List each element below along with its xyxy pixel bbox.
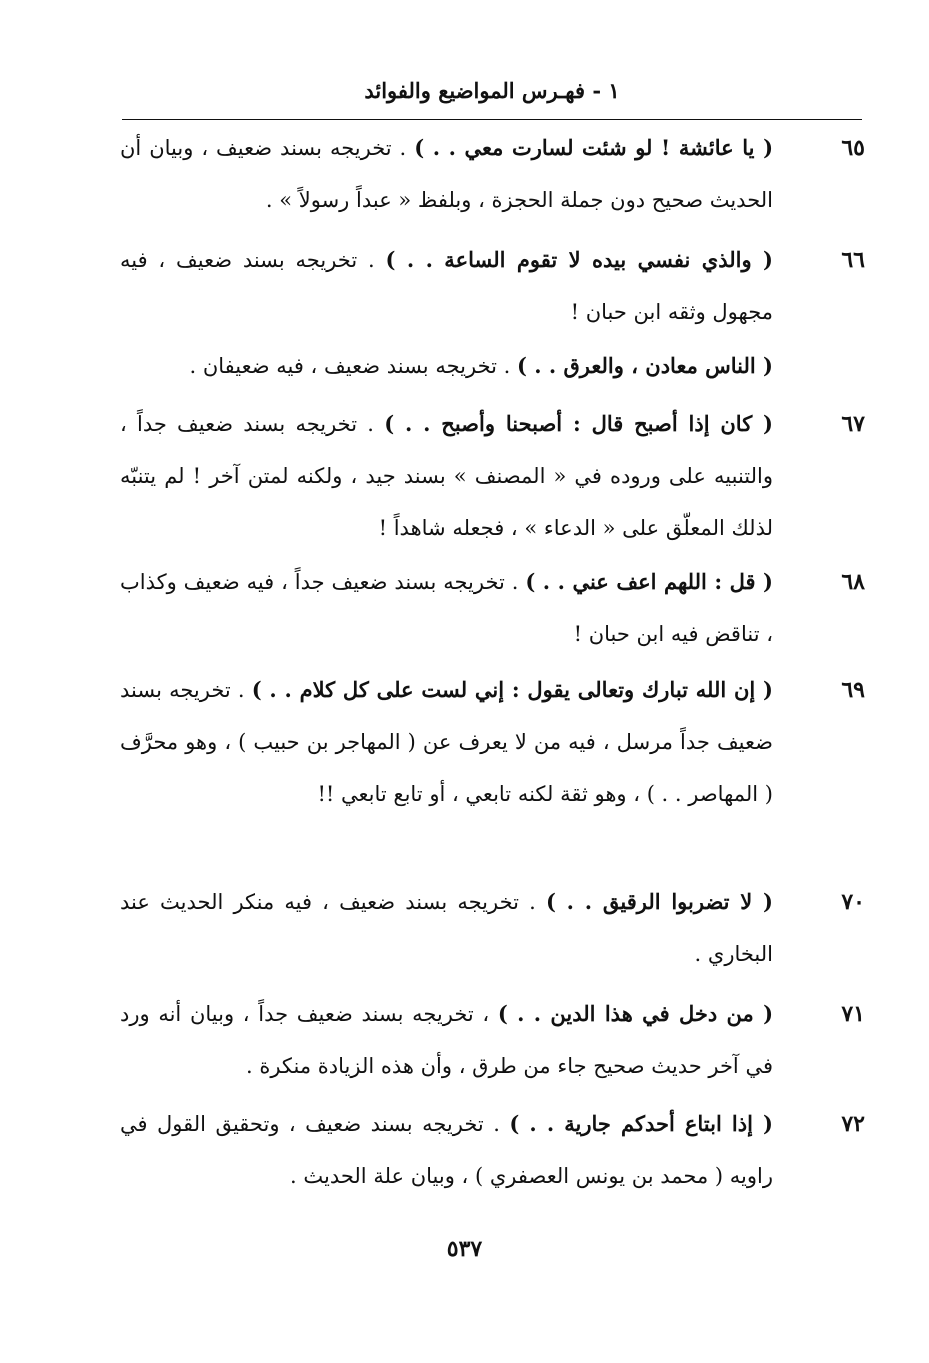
entry-description: . تخريجه بسند ضعيف جداً ، فيه ضعيف وكذاب ، تناقض فيه ابن حبان ! (120, 570, 773, 646)
entry-text (120, 876, 773, 980)
entry-hadith-title: ( يا عائشة ! لو شئت لسارت معي . . ) (414, 135, 773, 160)
entry-text (120, 122, 773, 226)
entry-hadith-title: ( من دخل في هذا الدين . . ) (497, 1001, 774, 1026)
entry-description: . تخريجه بسند ضعيف جداً مرسل ، فيه من لا يعرف عن ( المهاجر بن حبيب ) ، وهو محرَّف ( المهاصر . . ) ، وهو ثقة لكنه تابعي ، أو تابع تابعي !! (120, 678, 773, 806)
entry-hadith-title: ( الناس معادن ، والعرق . . ) (517, 353, 773, 378)
entry-number: ٦٧ (841, 411, 865, 437)
entry-number: ٧٠ (841, 889, 865, 915)
entry-description: . تخريجه بسند ضعيف جداً ، والتنبيه على وروده في « المصنف » بسند جيد ، ولكنه لمتن آخر ! لم يتنبّه لذلك المعلّق على « الدعاء » ، فجعله شاهداً ! (120, 412, 773, 540)
entry-hadith-title: ( لا تضربوا الرقيق . . ) (545, 889, 773, 914)
entry-number: ٦٨ (841, 569, 865, 595)
entry-description: . تخريجه بسند ضعيف ، وتحقيق القول في راويه ( محمد بن يونس العصفري ) ، وبيان علة الحديث . (120, 1112, 773, 1188)
entry-text (120, 398, 773, 554)
entry-number: ٦٦ (841, 247, 865, 273)
entry-hadith-title: ( إن الله تبارك وتعالى يقول : إني لست على كل كلام . . ) (251, 677, 773, 702)
entry-description: ، تخريجه بسند ضعيف جداً ، وبيان أنه ورد في آخر حديث صحيح جاء من طرق ، وأن هذه الزيادة منكرة . (120, 1002, 773, 1078)
entry-text (120, 556, 773, 660)
header-divider (122, 119, 862, 120)
entry-number: ٦٥ (841, 135, 865, 161)
page-header-title: ١ - فهـرس المواضيع والفوائد (364, 78, 620, 103)
entry-number: ٧٢ (841, 1111, 865, 1137)
entry-text (120, 340, 773, 392)
entry-description: . تخريجه بسند ضعيف ، فيه ضعيفان . (189, 354, 517, 378)
entry-text (120, 234, 773, 338)
page-number: ٥٣٧ (446, 1236, 483, 1262)
entry-hadith-title: ( كان إذا أصبح قال : أصبحنا وأصبح . . ) (384, 411, 773, 436)
entry-hadith-title: ( إذا ابتاع أحدكم جارية . . ) (509, 1111, 773, 1136)
entry-text (120, 988, 773, 1092)
entry-text (120, 1098, 773, 1202)
entry-description: . تخريجه بسند ضعيف ، فيه مجهول وثقه ابن حبان ! (120, 248, 773, 324)
entry-hadith-title: ( قل : اللهم اعف عني . . ) (525, 569, 773, 594)
entry-description: . تخريجه بسند ضعيف ، وبيان أن الحديث صحيح دون جملة الحجزة ، وبلفظ « عبداً رسولاً » . (120, 136, 773, 212)
entry-hadith-title: ( والذي نفسي بيده لا تقوم الساعة . . ) (385, 247, 773, 272)
entry-description: . تخريجه بسند ضعيف ، فيه منكر الحديث عند البخاري . (120, 890, 773, 966)
entry-text (120, 664, 773, 820)
entry-number: ٦٩ (841, 677, 865, 703)
entry-number: ٧١ (841, 1001, 865, 1027)
